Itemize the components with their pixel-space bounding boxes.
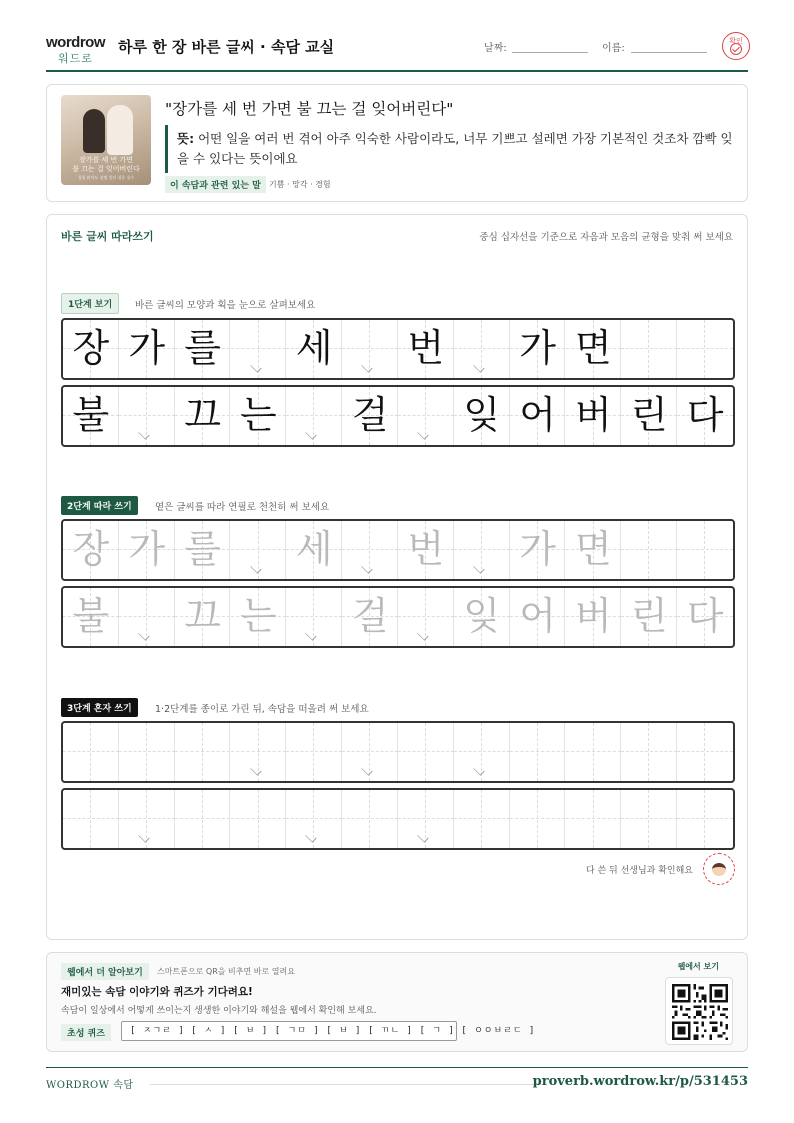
grid-cell (677, 320, 733, 378)
grid-cell[interactable] (454, 588, 510, 646)
face-icon (712, 863, 726, 876)
grid-cell[interactable] (398, 723, 454, 781)
space-mark-icon (306, 428, 317, 439)
grid-cell[interactable] (286, 588, 342, 646)
wordrow-logo[interactable] (46, 34, 108, 64)
footer-brand: WORDROW 속담 (46, 1080, 134, 1091)
web-section-hint: 스마트폰으로 QR을 비추면 바로 열려요 (157, 967, 295, 976)
initial-consonant-quiz: [ ㅈㄱㄹ ] [ ㅅ ] [ ㅂ ] [ ㄱㅁ ] [ ㅂ ] [ ㄲㄴ ] [ ㄱ ] [ ㅇㅇㅂㄹㄷ ] (121, 1021, 457, 1041)
step3-row-1[interactable] (61, 721, 735, 783)
page-header (46, 30, 748, 72)
qr-label: 웹에서 보기 (677, 962, 719, 971)
grid-cell[interactable] (398, 521, 454, 579)
practice-character: 번 (407, 527, 445, 571)
step2-row-2[interactable] (61, 586, 735, 648)
practice-character: 다 (686, 594, 724, 638)
meaning-accent-bar (165, 125, 168, 173)
grid-cell[interactable] (286, 790, 342, 848)
practice-character: 다 (686, 393, 724, 437)
grid-cell[interactable] (398, 790, 454, 848)
grid-cell (677, 387, 733, 445)
space-mark-icon (306, 831, 317, 842)
grid-cell[interactable] (119, 588, 175, 646)
space-mark-icon (361, 361, 372, 372)
step1-row-2 (61, 385, 735, 447)
space-mark-icon (250, 361, 261, 372)
step2-badge: 2단계 따라 쓰기 (61, 496, 138, 515)
logo-subtext: 워드로 (58, 52, 93, 65)
grid-cell[interactable] (342, 790, 398, 848)
illustration-figure-bride (107, 105, 133, 155)
step1-description: 바른 글씨의 모양과 획을 눈으로 살펴보세요 (135, 300, 316, 311)
footer-divider (150, 1084, 542, 1085)
grid-cell (231, 320, 287, 378)
checkmark-icon (730, 43, 742, 55)
date-label: 날짜: (484, 43, 507, 54)
proverb-card (46, 84, 748, 202)
grid-cell (63, 387, 119, 445)
grid-cell (398, 387, 454, 445)
grid-cell[interactable] (342, 723, 398, 781)
grid-cell[interactable] (566, 723, 622, 781)
grid-cell (621, 387, 677, 445)
web-section-label: 웹에서 더 알아보기 (61, 963, 149, 980)
space-mark-icon (473, 764, 484, 775)
grid-cell[interactable] (342, 588, 398, 646)
practice-character: 는 (240, 393, 277, 437)
practice-character: 잊 (463, 393, 501, 437)
grid-cell[interactable] (454, 521, 510, 579)
practice-character: 불 (72, 393, 110, 437)
grid-cell[interactable] (621, 723, 677, 781)
space-mark-icon (417, 428, 428, 439)
grid-cell (175, 387, 231, 445)
grid-cell[interactable] (566, 588, 622, 646)
grid-cell (566, 320, 622, 378)
practice-character: 잊 (463, 594, 501, 638)
grid-cell[interactable] (231, 790, 287, 848)
practice-character: 린 (630, 594, 668, 638)
stamp-text: 확인 (729, 37, 743, 45)
grid-cell (621, 320, 677, 378)
practice-character: 세 (295, 527, 333, 571)
date-field[interactable] (512, 52, 588, 53)
step1-row-1 (61, 318, 735, 380)
quiz-label: 초성 퀴즈 (61, 1024, 111, 1041)
practice-character: 가 (128, 527, 166, 571)
grid-cell[interactable] (621, 588, 677, 646)
handwriting-practice-section (46, 214, 748, 940)
web-promo-section (46, 952, 748, 1052)
related-words-tags: 기쁨 · 망각 · 경험 (269, 180, 331, 189)
step2-row-1[interactable] (61, 519, 735, 581)
grid-cell[interactable] (231, 588, 287, 646)
illustration-caption-3: 경험 많아도 설렘 앞선 쉬운 실수 (77, 175, 135, 180)
grid-cell (286, 320, 342, 378)
grid-cell[interactable] (175, 723, 231, 781)
grid-cell[interactable] (231, 521, 287, 579)
proverb-text: "장가를 세 번 가면 불 끄는 걸 잊어버린다" (165, 100, 454, 118)
grid-cell (175, 320, 231, 378)
footer-url-link[interactable]: proverb.wordrow.kr/p/531453 (532, 1074, 748, 1089)
grid-cell[interactable] (398, 588, 454, 646)
step2-description: 옅은 글씨를 따라 연필로 천천히 써 보세요 (155, 502, 330, 513)
space-mark-icon (361, 764, 372, 775)
grid-cell (119, 387, 175, 445)
grid-cell[interactable] (175, 521, 231, 579)
grid-cell (510, 387, 566, 445)
step3-badge: 3단계 혼자 쓰기 (61, 698, 138, 717)
practice-character: 걸 (351, 393, 389, 437)
grid-cell (454, 320, 510, 378)
practice-character: 번 (407, 326, 445, 370)
grid-cell[interactable] (63, 723, 119, 781)
grid-cell[interactable] (621, 521, 677, 579)
grid-cell (231, 387, 287, 445)
grid-cell (119, 320, 175, 378)
grid-cell[interactable] (566, 521, 622, 579)
page-title: 하루 한 장 바른 글씨 · 속담 교실 (118, 38, 335, 56)
space-mark-icon (417, 629, 428, 640)
practice-character: 불 (72, 594, 110, 638)
related-words-label: 이 속담과 관련 있는 말 (165, 176, 266, 193)
practice-character: 를 (184, 527, 221, 571)
practice-character: 어 (519, 393, 556, 437)
grid-cell (510, 320, 566, 378)
space-mark-icon (306, 629, 317, 640)
space-mark-icon (138, 831, 149, 842)
check-stamp-icon (722, 32, 750, 60)
step1-badge: 1단계 보기 (61, 293, 119, 314)
practice-character: 면 (575, 326, 612, 370)
grid-cell[interactable] (63, 521, 119, 579)
practice-title: 바른 글씨 따라쓰기 (61, 230, 154, 243)
illustration-caption-1: 장가를 세 번 가면 (78, 156, 133, 164)
qr-code[interactable] (665, 977, 733, 1045)
grid-cell[interactable] (286, 521, 342, 579)
grid-cell[interactable] (231, 723, 287, 781)
grid-cell[interactable] (677, 790, 733, 848)
space-mark-icon (250, 562, 261, 573)
grid-cell[interactable] (175, 790, 231, 848)
teacher-face-icon (703, 853, 735, 885)
space-mark-icon (138, 629, 149, 640)
practice-character: 가 (519, 326, 556, 370)
web-section-title: 재미있는 속담 이야기와 퀴즈가 기다려요! (61, 986, 253, 998)
step3-row-2[interactable] (61, 788, 735, 850)
practice-character: 가 (128, 326, 166, 370)
practice-character: 세 (295, 326, 333, 370)
web-section-description: 속담이 일상에서 어떻게 쓰이는지 생생한 이야기와 해설을 웹에서 확인해 보세요. (61, 1006, 377, 1016)
practice-character: 린 (630, 393, 668, 437)
meaning-label: 뜻: (177, 131, 195, 146)
grid-cell (63, 320, 119, 378)
practice-character: 끄 (184, 393, 221, 437)
space-mark-icon (473, 361, 484, 372)
practice-character: 가 (519, 527, 556, 571)
name-label: 이름: (602, 43, 625, 54)
page-footer (46, 1067, 748, 1091)
name-field[interactable] (631, 52, 707, 53)
grid-cell (342, 320, 398, 378)
grid-cell[interactable] (286, 723, 342, 781)
practice-character: 장 (72, 527, 110, 571)
grid-cell[interactable] (119, 723, 175, 781)
illustration-figure-groom (83, 109, 105, 153)
grid-cell (454, 387, 510, 445)
practice-character: 어 (519, 594, 556, 638)
grid-cell (286, 387, 342, 445)
practice-character: 버 (575, 393, 612, 437)
teacher-check-note: 다 쓴 뒤 선생님과 확인해요 (585, 866, 693, 876)
grid-cell[interactable] (63, 588, 119, 646)
grid-cell[interactable] (119, 521, 175, 579)
grid-cell[interactable] (342, 521, 398, 579)
grid-cell[interactable] (677, 588, 733, 646)
practice-hint: 중심 십자선을 기준으로 자음과 모음의 균형을 맞춰 써 보세요 (479, 232, 733, 243)
practice-character: 면 (575, 527, 612, 571)
grid-cell[interactable] (454, 723, 510, 781)
meaning-text (177, 129, 737, 169)
grid-cell[interactable] (677, 521, 733, 579)
grid-cell[interactable] (566, 790, 622, 848)
space-mark-icon (250, 764, 261, 775)
logo-text: wordrow (46, 34, 105, 51)
step3-description: 1·2단계를 종이로 가린 뒤, 속담을 떠올려 써 보세요 (155, 704, 369, 715)
grid-cell[interactable] (119, 790, 175, 848)
grid-cell (398, 320, 454, 378)
space-mark-icon (361, 562, 372, 573)
grid-cell[interactable] (454, 790, 510, 848)
qr-code-icon (672, 984, 728, 1040)
space-mark-icon (417, 831, 428, 842)
grid-cell[interactable] (63, 790, 119, 848)
grid-cell (342, 387, 398, 445)
grid-cell[interactable] (510, 521, 566, 579)
illustration-caption-2: 불 끄는 걸 잊어버린다 (72, 165, 140, 173)
grid-cell[interactable] (621, 790, 677, 848)
practice-character: 장 (72, 326, 110, 370)
practice-character: 를 (184, 326, 221, 370)
practice-character: 걸 (351, 594, 389, 638)
practice-character: 버 (575, 594, 612, 638)
space-mark-icon (473, 562, 484, 573)
meaning-body: 어떤 일을 여러 번 겪어 아주 익숙한 사람이라도, 너무 기쁘고 설레면 가장 기본적인 것조차 깜빡 잊을 수 있다는 뜻이에요 (177, 131, 733, 166)
grid-cell (566, 387, 622, 445)
space-mark-icon (138, 428, 149, 439)
grid-cell[interactable] (510, 723, 566, 781)
practice-character: 는 (240, 594, 277, 638)
grid-cell[interactable] (175, 588, 231, 646)
practice-character: 끄 (184, 594, 221, 638)
grid-cell[interactable] (510, 588, 566, 646)
proverb-illustration (61, 95, 151, 185)
grid-cell[interactable] (677, 723, 733, 781)
grid-cell[interactable] (510, 790, 566, 848)
